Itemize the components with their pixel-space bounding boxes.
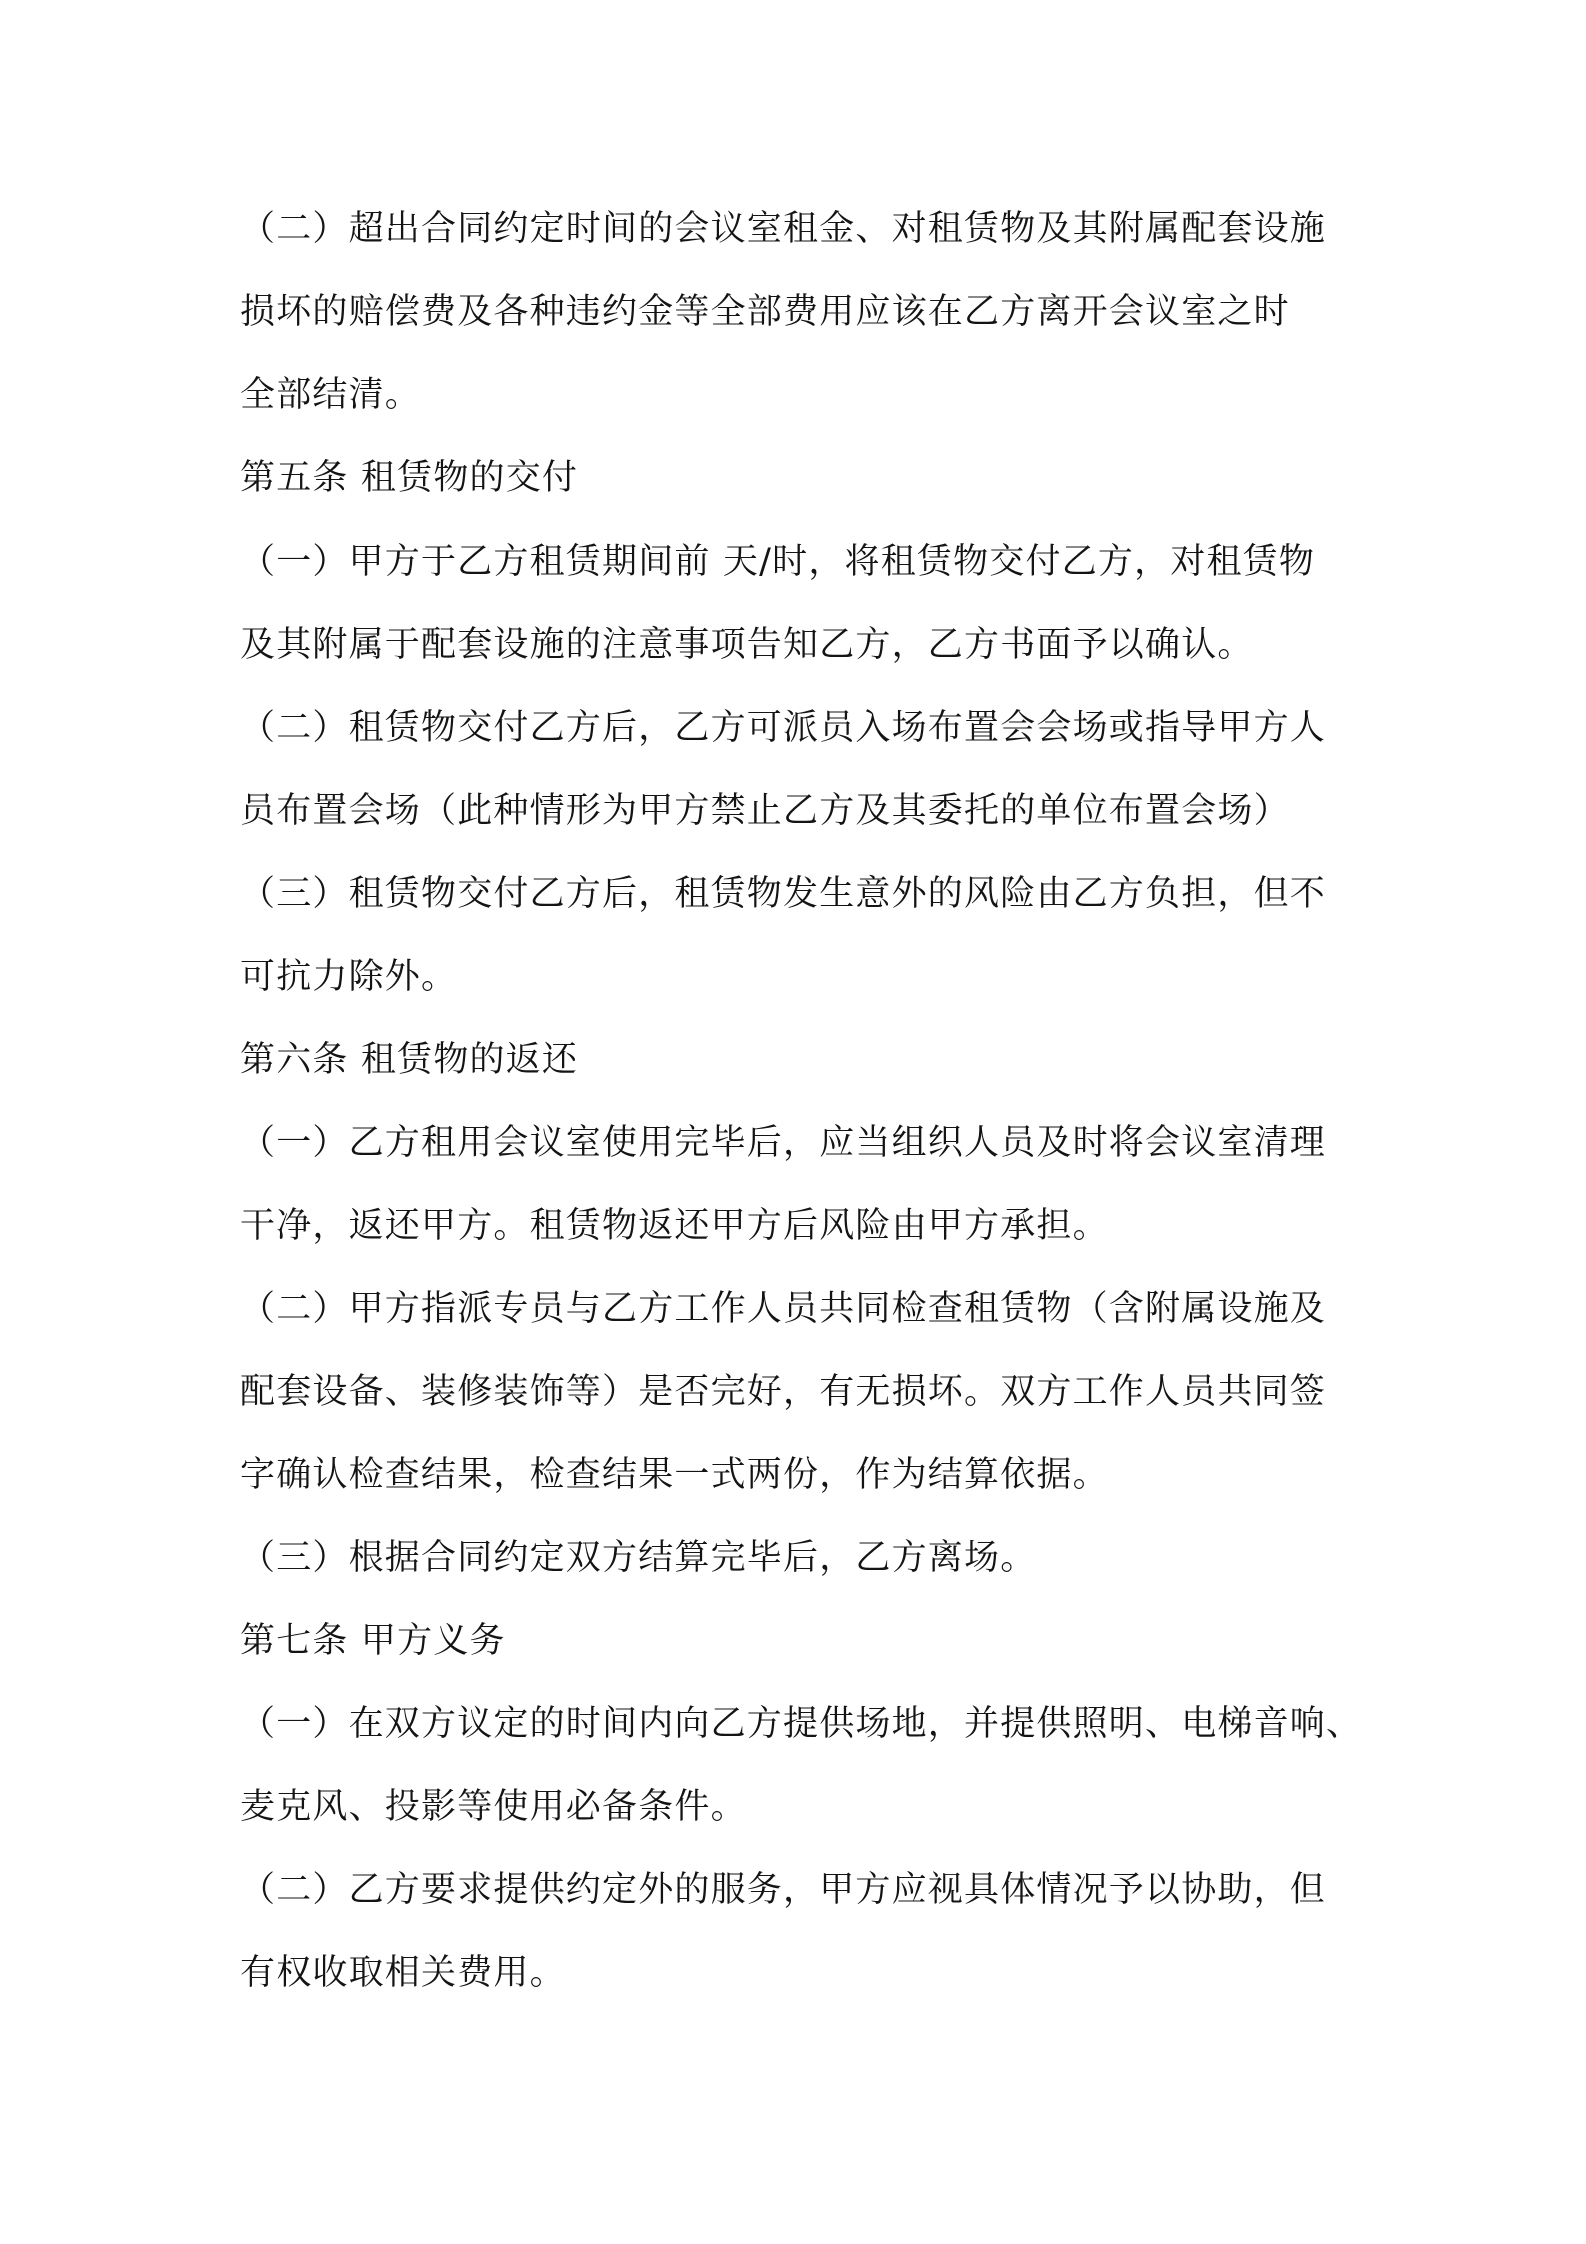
text-line: （二）租赁物交付乙方后，乙方可派员入场布置会会场或指导甲方人 xyxy=(240,708,1327,748)
text-line: 麦克风、投影等使用必备条件。 xyxy=(240,1787,747,1827)
text-line: （二）甲方指派专员与乙方工作人员共同检查租赁物（含附属设施及 xyxy=(240,1289,1327,1329)
text-line: （二）乙方要求提供约定外的服务，甲方应视具体情况予以协助，但 xyxy=(240,1870,1327,1910)
text-line: （三）根据合同约定双方结算完毕后，乙方离场。 xyxy=(240,1538,1037,1578)
text-line: 损坏的赔偿费及各种违约金等全部费用应该在乙方离开会议室之时 xyxy=(240,292,1290,332)
text-line: （一）甲方于乙方租赁期间前 天/时，将租赁物交付乙方，对租赁物 xyxy=(240,542,1316,582)
text-line: 全部结清。 xyxy=(240,375,422,415)
text-line: 字确认检查结果，检查结果一式两份，作为结算依据。 xyxy=(240,1455,1109,1495)
text-line: （一）乙方租用会议室使用完毕后，应当组织人员及时将会议室清理 xyxy=(240,1123,1327,1163)
text-line: 干净，返还甲方。租赁物返还甲方后风险由甲方承担。 xyxy=(240,1206,1109,1246)
text-line: 可抗力除外。 xyxy=(240,957,458,997)
section-heading: 第五条 租赁物的交付 xyxy=(240,458,579,498)
text-line: （一）在双方议定的时间内向乙方提供场地，并提供照明、电梯音响、 xyxy=(240,1704,1363,1744)
text-line: （二）超出合同约定时间的会议室租金、对租赁物及其附属配套设施 xyxy=(240,209,1327,249)
text-line: 有权收取相关费用。 xyxy=(240,1953,566,1993)
section-heading: 第六条 租赁物的返还 xyxy=(240,1040,579,1080)
text-line: 及其附属于配套设施的注意事项告知乙方，乙方书面予以确认。 xyxy=(240,625,1254,665)
text-line: （三）租赁物交付乙方后，租赁物发生意外的风险由乙方负担，但不 xyxy=(240,874,1327,914)
text-line: 员布置会场（此种情形为甲方禁止乙方及其委托的单位布置会场） xyxy=(240,791,1290,831)
text-line: 配套设备、装修装饰等）是否完好，有无损坏。双方工作人员共同签 xyxy=(240,1372,1327,1412)
section-heading: 第七条 甲方义务 xyxy=(240,1621,506,1661)
